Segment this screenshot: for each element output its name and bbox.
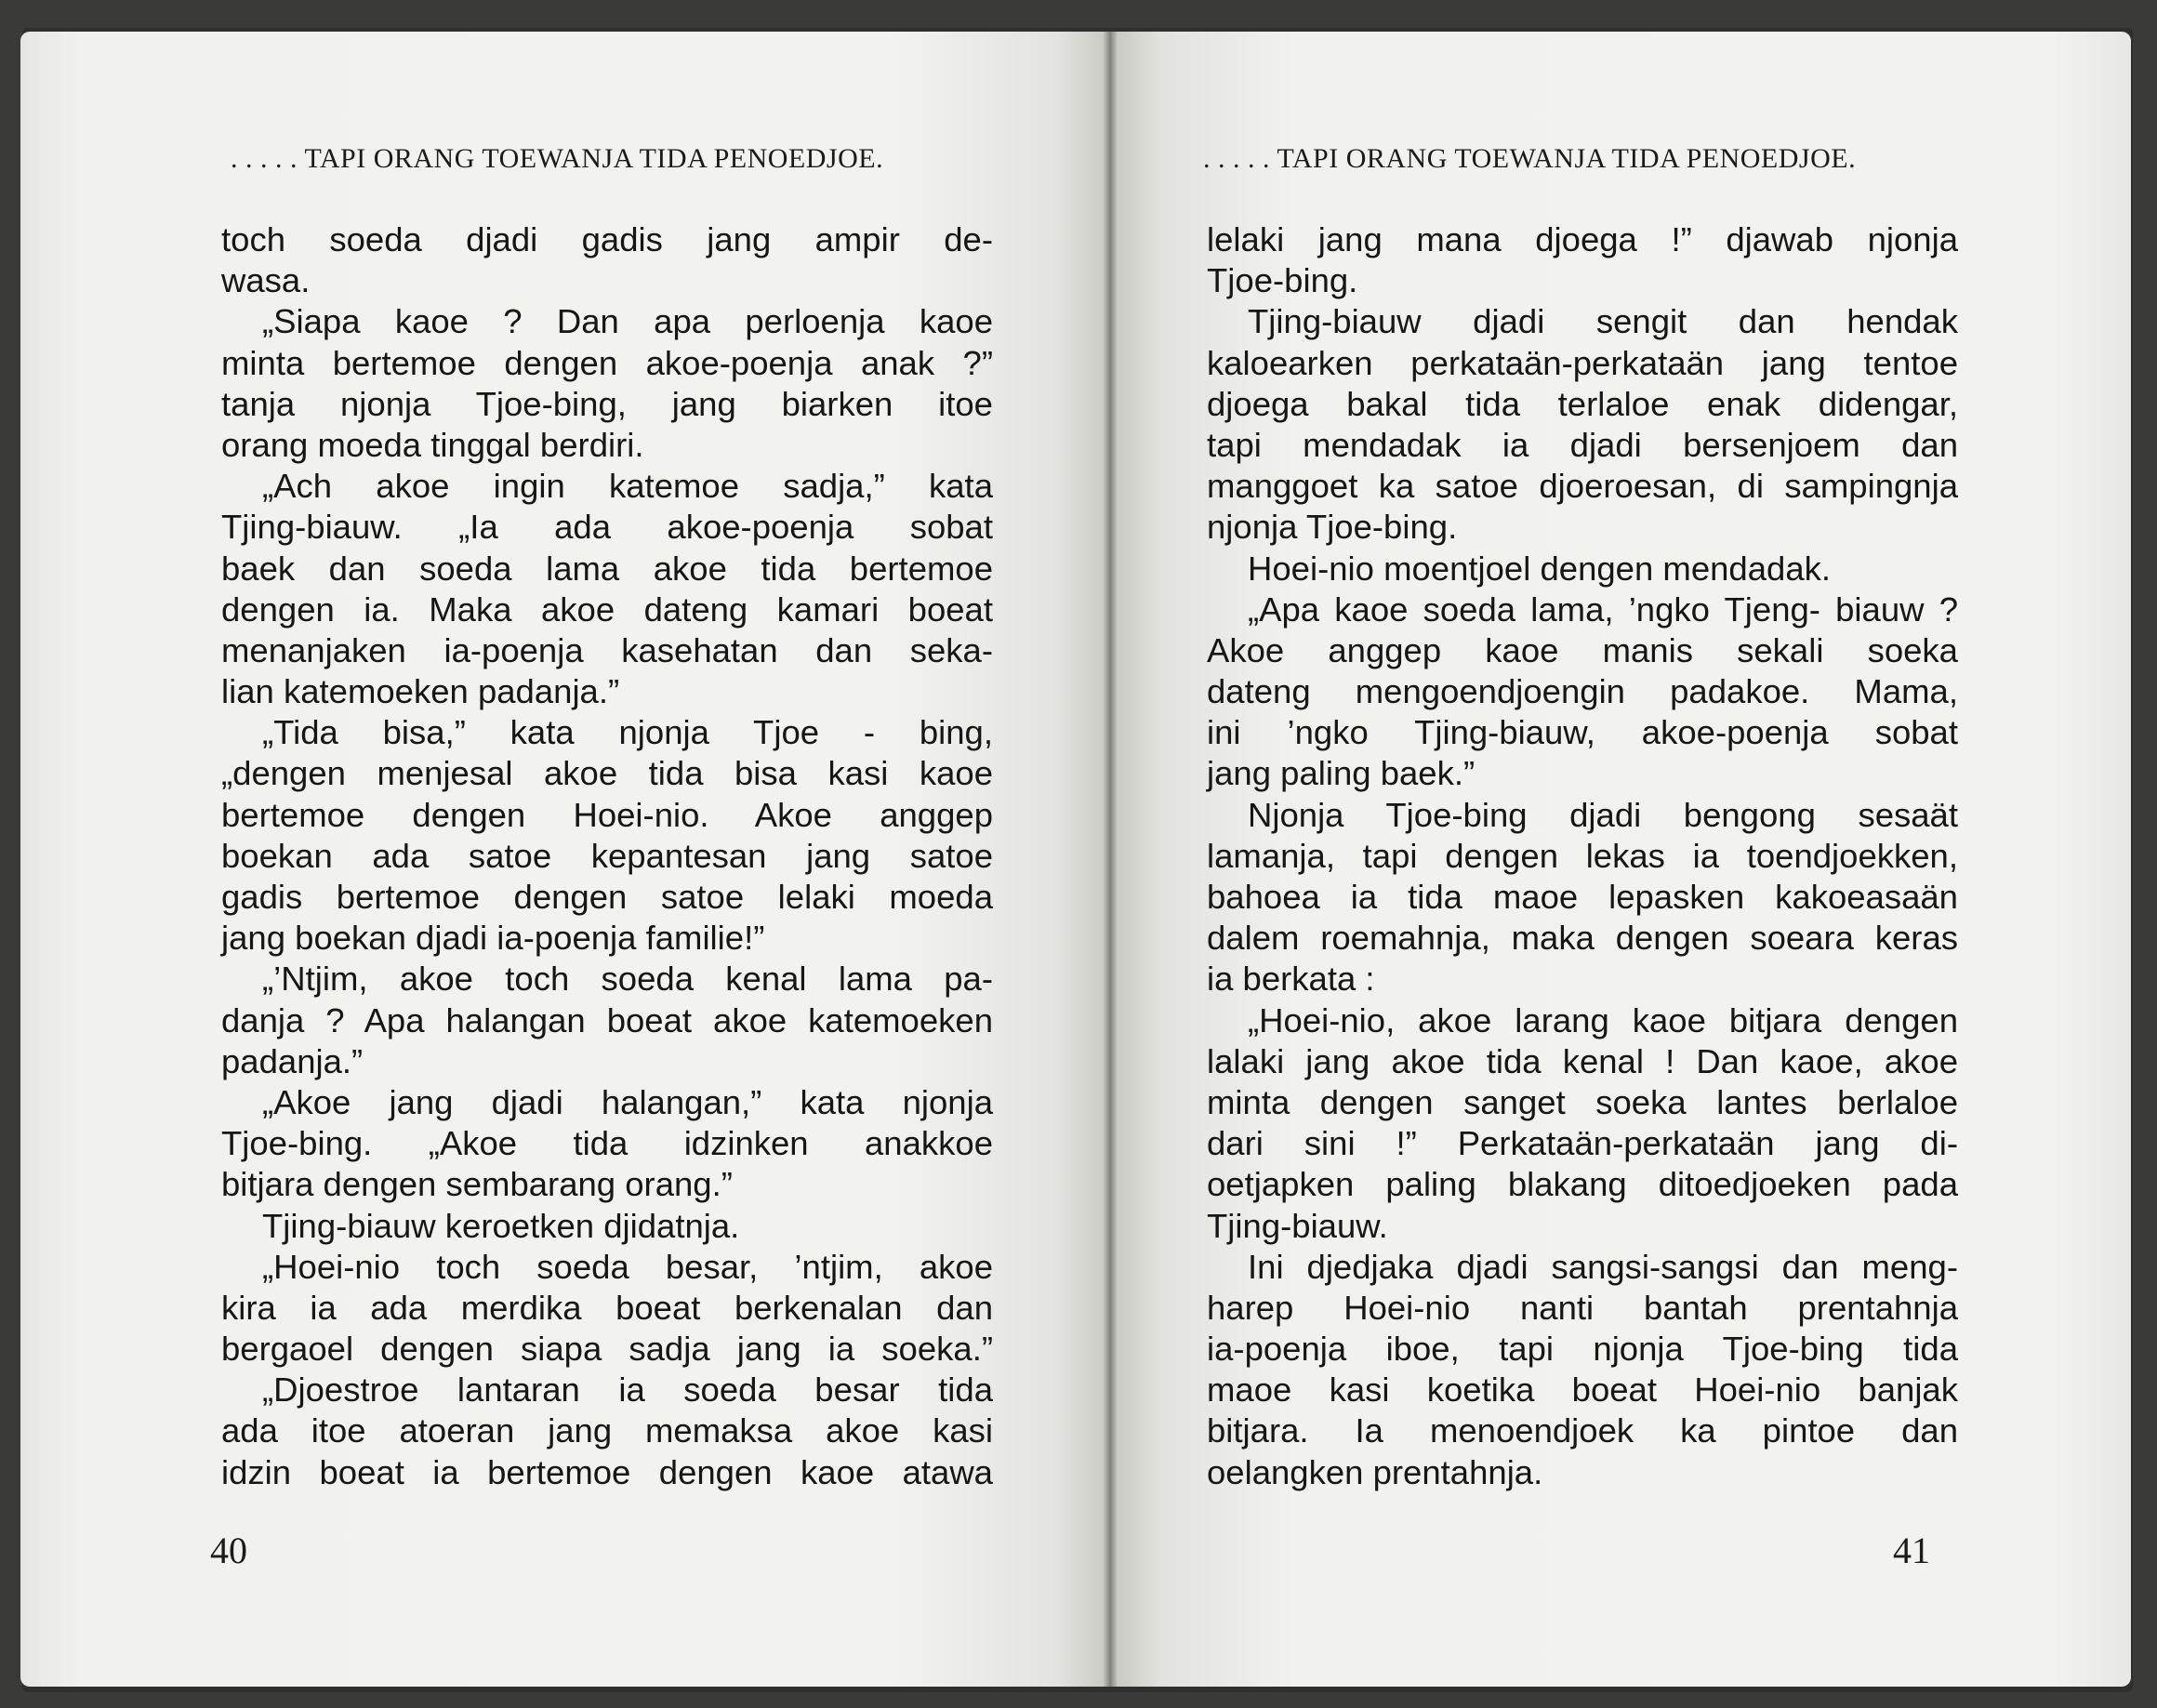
text-line: gadis bertemoe dengen satoe lelaki moeda: [221, 878, 993, 916]
text-line: minta dengen sanget soeka lantes berlaloe: [1207, 1082, 1958, 1121]
text-line: tapi mendadak ia djadi bersenjoem dan: [1207, 425, 1958, 464]
text-line: ia-poenja iboe, tapi njonja Tjoe-bing tida: [1207, 1330, 1958, 1369]
text-line: ini ’ngko Tjing-biauw, akoe-poenja sobat: [1207, 713, 1958, 752]
text-line: bertemoe dengen Hoei-nio. Akoe anggep: [221, 795, 993, 834]
text-line: jang boekan djadi ia-poenja familie!”: [221, 919, 765, 958]
text-line: oelangken prentahnja.: [1207, 1452, 1543, 1491]
text-line: bitjara. Ia menoendjoek ka pintoe dan: [1207, 1411, 1958, 1450]
text-line: ada itoe atoeran jang memaksa akoe kasi: [221, 1411, 993, 1450]
running-head: . . . . . TAPI ORANG TOEWANJA TIDA PENOEDJOE.: [1203, 143, 1857, 174]
text-line: „Hoei-nio toch soeda besar, ’ntjim, akoe: [262, 1247, 993, 1286]
text-line: Tjing-biauw. „Ia ada akoe-poenja sobat: [221, 508, 993, 547]
text-line: Tjing-biauw keroetken djidatnja.: [262, 1206, 740, 1245]
text-line: padanja.”: [221, 1041, 364, 1080]
running-head: . . . . . TAPI ORANG TOEWANJA TIDA PENOEDJOE.: [231, 143, 884, 174]
text-line: „Akoe jang djadi halangan,” kata njonja: [262, 1082, 993, 1121]
text-line: Tjoe-bing. „Akoe tida idzinken anakkoe: [221, 1124, 993, 1163]
text-line: baek dan soeda lama akoe tida bertemoe: [221, 549, 993, 588]
text-line: tanja njonja Tjoe-bing, jang biarken itoe: [221, 384, 993, 423]
text-line: djoega bakal tida terlaloe enak didengar,: [1207, 384, 1958, 423]
text-line: bergaoel dengen siapa sadja jang ia soeka.”: [221, 1330, 993, 1369]
text-line: lalaki jang akoe tida kenal ! Dan kaoe, akoe: [1207, 1041, 1958, 1080]
text-line: harep Hoei-nio nanti bantah prentahnja: [1207, 1288, 1958, 1327]
text-line: Akoe anggep kaoe manis sekali soeka: [1207, 630, 1958, 669]
text-line: danja ? Apa halangan boeat akoe katemoeken: [221, 1000, 993, 1039]
text-line: Tjing-biauw.: [1207, 1206, 1388, 1245]
text-line: „Hoei-nio, akoe larang kaoe bitjara dengen: [1248, 1000, 1958, 1039]
text-line: maoe kasi koetika boeat Hoei-nio banjak: [1207, 1370, 1958, 1410]
text-line: kira ia ada merdika boeat berkenalan dan: [221, 1288, 993, 1327]
text-line: jang paling baek.”: [1207, 754, 1475, 793]
text-line: „Ach akoe ingin katemoe sadja,” kata: [262, 467, 993, 506]
text-line: lelaki jang mana djoega !” djawab njonja: [1207, 220, 1958, 258]
right-page: [1110, 32, 2131, 1687]
text-line: dari sini !” Perkataän-perkataän jang di-: [1207, 1124, 1958, 1163]
text-line: dengen ia. Maka akoe dateng kamari boeat: [221, 589, 993, 629]
text-line: „’Ntjim, akoe toch soeda kenal lama pa-: [262, 960, 993, 999]
text-line: „dengen menjesal akoe tida bisa kasi kaoe: [221, 754, 993, 793]
page-body-text: [1207, 219, 1958, 1493]
text-line: dalem roemahnja, maka dengen soeara keras: [1207, 919, 1958, 958]
text-line: „Siapa kaoe ? Dan apa perloenja kaoe: [262, 302, 993, 341]
left-page: [20, 32, 1110, 1687]
text-line: lamanja, tapi dengen lekas ia toendjoekken,: [1207, 836, 1958, 875]
text-line: „Tida bisa,” kata njonja Tjoe - bing,: [262, 713, 993, 752]
page-number: 41: [1893, 1529, 1930, 1571]
text-line: Njonja Tjoe-bing djadi bengong sesaät: [1248, 795, 1958, 834]
page-number: 40: [210, 1529, 247, 1571]
text-line: Tjoe-bing.: [1207, 261, 1358, 300]
text-line: orang moeda tinggal berdiri.: [221, 425, 644, 464]
book-gutter: [1103, 32, 1118, 1687]
text-line: wasa.: [221, 261, 311, 300]
text-line: boekan ada satoe kepantesan jang satoe: [221, 836, 993, 875]
text-line: njonja Tjoe-bing.: [1207, 508, 1458, 547]
text-line: Tjing-biauw djadi sengit dan hendak: [1248, 302, 1958, 341]
text-line: Ini djedjaka djadi sangsi-sangsi dan meng-: [1248, 1247, 1958, 1286]
text-line: menanjaken ia-poenja kasehatan dan seka-: [221, 630, 993, 669]
text-line: ia berkata :: [1207, 960, 1375, 999]
text-line: lian katemoeken padanja.”: [221, 672, 620, 711]
text-line: idzin boeat ia bertemoe dengen kaoe atawa: [221, 1452, 993, 1491]
text-line: bahoea ia tida maoe lepasken kakoeasaän: [1207, 878, 1958, 916]
text-line: minta bertemoe dengen akoe-poenja anak ?”: [221, 343, 993, 382]
text-line: bitjara dengen sembarang orang.”: [221, 1165, 733, 1204]
text-line: manggoet ka satoe djoeroesan, di sampingnja: [1207, 467, 1958, 506]
page-body-text: [221, 219, 993, 1493]
text-line: „Apa kaoe soeda lama, ’ngko Tjeng- biauw ?: [1248, 589, 1958, 629]
text-line: „Djoestroe lantaran ia soeda besar tida: [262, 1370, 993, 1410]
text-line: oetjapken paling blakang ditoedjoeken pada: [1207, 1165, 1958, 1204]
text-line: dateng mengoendjoengin padakoe. Mama,: [1207, 672, 1958, 711]
text-line: kaloearken perkataän-perkataän jang tentoe: [1207, 343, 1958, 382]
text-line: toch soeda djadi gadis jang ampir de-: [221, 220, 993, 258]
text-line: Hoei-nio moentjoel dengen mendadak.: [1248, 549, 1832, 588]
